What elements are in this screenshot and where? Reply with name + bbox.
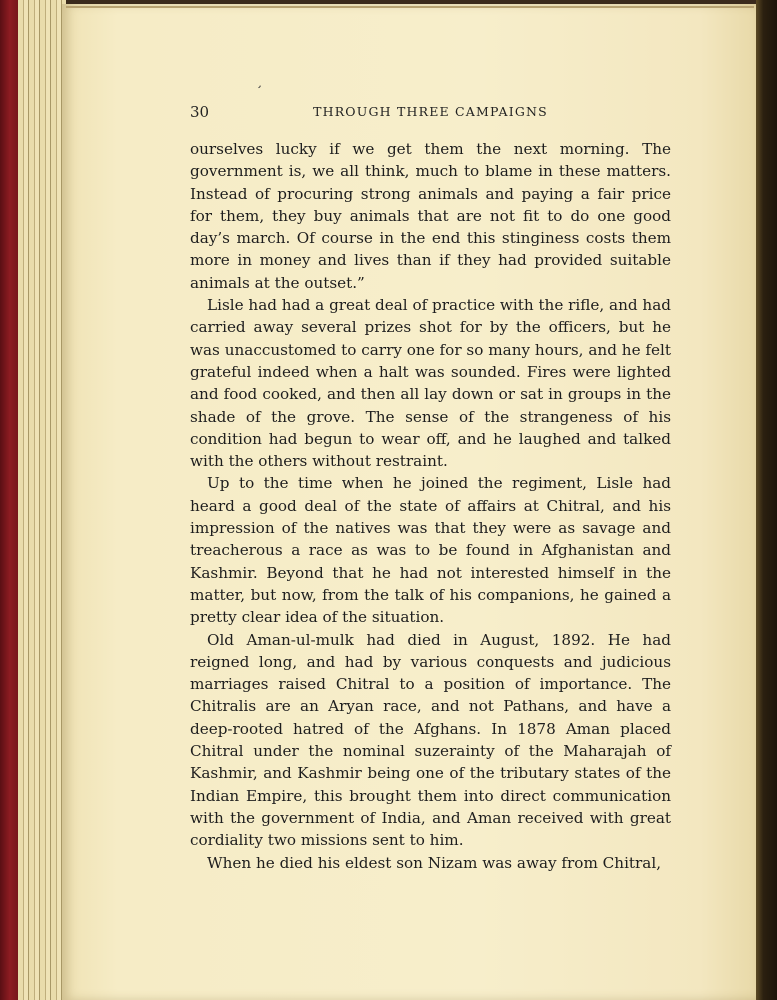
running-title: THROUGH THREE CAMPAIGNS bbox=[313, 104, 548, 119]
page-edges bbox=[18, 0, 66, 1000]
right-page-shadow bbox=[756, 0, 777, 1000]
paragraph: When he died his eldest son Nizam was away from Chitral, bbox=[207, 853, 662, 872]
body-text bbox=[190, 138, 671, 874]
page-header bbox=[190, 103, 671, 123]
paragraph: Old Aman-ul-mulk had died in August, 1892. He had reigned long, and had by various conquests and judicious marriages raised Chitral to a position of importance. The Chitralis are an Aryan race, and not Pathans, and have a deep-rooted hatred of the Afghans. In 1878 Aman placed Chitral under the nominal suzerainty of the Maharajah of Kashmir, and Kashmir being one of the tributary states of the Indian Empire, this brought them into direct communication with the government of India, and Aman received with great cordiality two missions sent to him. bbox=[190, 630, 671, 850]
paragraph: Up to the time when he joined the regiment, Lisle had heard a good deal of the state of affairs at Chitral, and his impression of the natives was that they were as savage and treacherous a race as was to be found in Afghanistan and Kashmir. Beyond that he had not interested himself in the matter, but now, from the talk of his companions, he gained a pretty clear idea of the situation. bbox=[190, 474, 671, 627]
page-top-edge bbox=[66, 6, 754, 8]
paragraph: Lisle had had a great deal of practice with the rifle, and had carried away several prizes shot for by the officers, but he was unaccustomed to carry one for so many hours, and he felt grateful indeed when a halt was sounded. Fires were lighted and food cooked, and then all lay down or sat in groups in the shade of the grove. The sense of the strangeness of his condition had begun to wear off, and he laughed and talked with the others without restraint. bbox=[190, 296, 671, 471]
stray-mark: , bbox=[257, 75, 265, 91]
page-number: 30 bbox=[190, 103, 210, 121]
paragraph: ourselves lucky if we get them the next morning. The government is, we all think, much to blame in these matters. Instead of procuring strong animals and paying a fair price for them, they buy animals that are not fit to do one good day’s march. Of course in the end this stinginess costs them more in money and lives than if they had provided suitable animals at the outset.” bbox=[190, 140, 671, 292]
